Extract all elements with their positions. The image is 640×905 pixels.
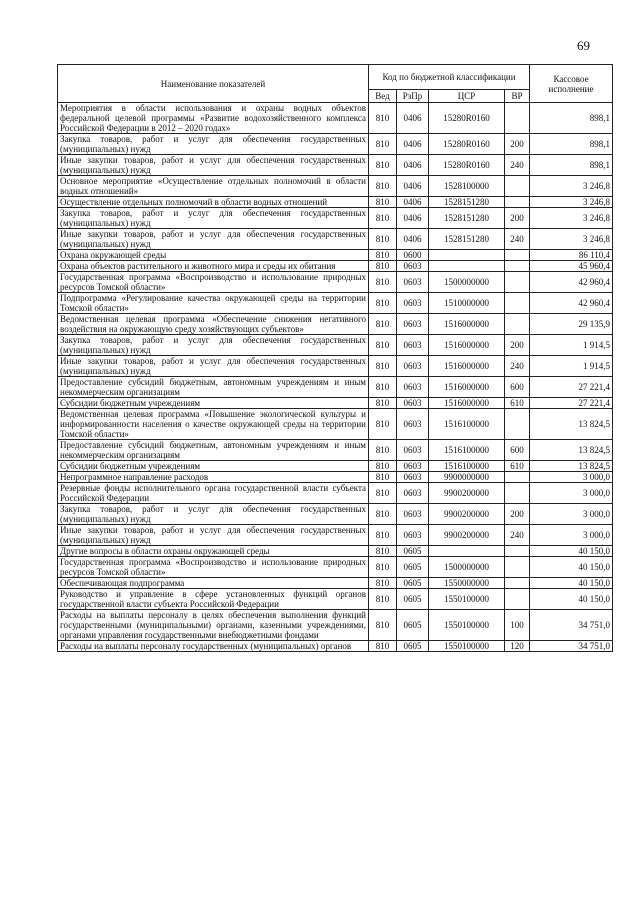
row-rzpr: 0605 <box>397 589 429 610</box>
row-name: Непрограммное направление расходов <box>58 472 369 483</box>
row-amount: 3 246,8 <box>530 176 613 197</box>
row-csr: 1528151280 <box>429 208 505 229</box>
row-vr: 200 <box>505 134 530 155</box>
row-ved: 810 <box>369 557 397 578</box>
row-vr <box>505 546 530 557</box>
row-name: Осуществление отдельных полномочий в области водных отношений <box>58 197 369 208</box>
row-vr <box>505 578 530 589</box>
row-csr: 1510000000 <box>429 293 505 314</box>
row-amount: 27 221,4 <box>530 377 613 398</box>
row-vr: 200 <box>505 208 530 229</box>
table-row <box>58 261 613 272</box>
row-csr: 1516100000 <box>429 409 505 440</box>
row-vr: 610 <box>505 398 530 409</box>
row-amount: 45 960,4 <box>530 261 613 272</box>
row-csr: 1516000000 <box>429 314 505 335</box>
row-name: Подпрограмма «Регулирование качества окружающей среды на территории Томской области» <box>58 293 369 314</box>
row-name: Ведомственная целевая программа «Повышение экологической культуры и информированности населения о качестве окружающей среды на территории Томской области» <box>58 409 369 440</box>
row-name: Предоставление субсидий бюджетным, автономным учреждениям и иным некоммерческим организациям <box>58 377 369 398</box>
table-row <box>58 377 613 398</box>
row-vr: 200 <box>505 335 530 356</box>
row-csr: 9900000000 <box>429 472 505 483</box>
row-vr: 600 <box>505 377 530 398</box>
table-row <box>58 229 613 250</box>
row-csr: 1516000000 <box>429 377 505 398</box>
row-vr: 240 <box>505 229 530 250</box>
row-name: Основное мероприятие «Осуществление отдельных полномочий в области водных отношений» <box>58 176 369 197</box>
table-row <box>58 483 613 504</box>
row-rzpr: 0603 <box>397 461 429 472</box>
row-rzpr: 0605 <box>397 641 429 652</box>
row-name: Иные закупки товаров, работ и услуг для обеспечения государственных (муниципальных) нужд <box>58 356 369 377</box>
row-csr: 9900200000 <box>429 525 505 546</box>
table-row <box>58 103 613 134</box>
row-rzpr: 0603 <box>397 483 429 504</box>
row-vr <box>505 472 530 483</box>
table-row <box>58 589 613 610</box>
row-ved: 810 <box>369 377 397 398</box>
row-vr: 100 <box>505 610 530 641</box>
row-csr: 15280R0160 <box>429 134 505 155</box>
row-amount: 42 960,4 <box>530 272 613 293</box>
row-ved: 810 <box>369 546 397 557</box>
row-vr <box>505 314 530 335</box>
row-csr: 9900200000 <box>429 483 505 504</box>
table-row <box>58 272 613 293</box>
row-rzpr: 0603 <box>397 293 429 314</box>
row-vr <box>505 103 530 134</box>
row-vr: 200 <box>505 504 530 525</box>
row-name: Субсидии бюджетным учреждениям <box>58 461 369 472</box>
row-name: Мероприятия в области использования и охраны водных объектов федеральной целевой программы «Развитие водохозяйственного комплекса Российской Федерации в 2012 – 2020 годах» <box>58 103 369 134</box>
row-name: Расходы на выплаты персоналу государственных (муниципальных) органов <box>58 641 369 652</box>
row-vr <box>505 409 530 440</box>
header-csr: ЦСР <box>429 90 505 103</box>
header-code-group: Код по бюджетной классификации <box>369 65 530 90</box>
row-ved: 810 <box>369 472 397 483</box>
row-rzpr: 0603 <box>397 377 429 398</box>
row-csr: 1500000000 <box>429 557 505 578</box>
row-ved: 810 <box>369 483 397 504</box>
row-vr: 610 <box>505 461 530 472</box>
row-csr: 9900200000 <box>429 504 505 525</box>
row-amount: 13 824,5 <box>530 440 613 461</box>
row-csr <box>429 261 505 272</box>
table-row <box>58 557 613 578</box>
row-csr: 1516000000 <box>429 335 505 356</box>
table-row <box>58 578 613 589</box>
row-csr: 1528100000 <box>429 176 505 197</box>
row-vr: 600 <box>505 440 530 461</box>
row-ved: 810 <box>369 250 397 261</box>
row-ved: 810 <box>369 504 397 525</box>
row-rzpr: 0406 <box>397 155 429 176</box>
header-rzpr: РзПр <box>397 90 429 103</box>
row-name: Резервные фонды исполнительного органа государственной власти субъекта Российской Федерации <box>58 483 369 504</box>
row-vr <box>505 176 530 197</box>
table-row <box>58 208 613 229</box>
row-rzpr: 0406 <box>397 134 429 155</box>
row-csr: 1550100000 <box>429 641 505 652</box>
row-amount: 3 000,0 <box>530 525 613 546</box>
row-name: Государственная программа «Воспроизводство и использование природных ресурсов Томской области» <box>58 557 369 578</box>
table-row <box>58 641 613 652</box>
table-row <box>58 546 613 557</box>
row-ved: 810 <box>369 208 397 229</box>
row-ved: 810 <box>369 229 397 250</box>
row-csr <box>429 250 505 261</box>
row-ved: 810 <box>369 103 397 134</box>
row-ved: 810 <box>369 461 397 472</box>
row-name: Расходы на выплаты персоналу в целях обеспечения выполнения функций государственными (муниципальными) органами, казенными учреждениями, органами управления государственными внебюджетными фондами <box>58 610 369 641</box>
row-rzpr: 0406 <box>397 176 429 197</box>
table-row <box>58 409 613 440</box>
row-amount: 3 000,0 <box>530 472 613 483</box>
row-vr <box>505 197 530 208</box>
row-name: Охрана объектов растительного и животного мира и среды их обитания <box>58 261 369 272</box>
header-ved: Вед <box>369 90 397 103</box>
row-vr <box>505 250 530 261</box>
budget-table <box>57 64 613 652</box>
row-vr <box>505 261 530 272</box>
row-ved: 810 <box>369 641 397 652</box>
row-name: Закупка товаров, работ и услуг для обеспечения государственных (муниципальных) нужд <box>58 134 369 155</box>
table-row <box>58 472 613 483</box>
table-row <box>58 134 613 155</box>
table-row <box>58 314 613 335</box>
table-row <box>58 293 613 314</box>
row-amount: 1 914,5 <box>530 356 613 377</box>
row-ved: 810 <box>369 610 397 641</box>
row-name: Предоставление субсидий бюджетным, автономным учреждениям и иным некоммерческим организациям <box>58 440 369 461</box>
row-csr: 1550100000 <box>429 589 505 610</box>
row-amount: 3 246,8 <box>530 208 613 229</box>
row-rzpr: 0605 <box>397 578 429 589</box>
row-rzpr: 0603 <box>397 261 429 272</box>
row-amount: 898,1 <box>530 134 613 155</box>
row-name: Другие вопросы в области охраны окружающей среды <box>58 546 369 557</box>
row-amount: 898,1 <box>530 155 613 176</box>
row-rzpr: 0605 <box>397 546 429 557</box>
row-amount: 3 246,8 <box>530 197 613 208</box>
row-csr: 1528151280 <box>429 229 505 250</box>
row-ved: 810 <box>369 134 397 155</box>
row-rzpr: 0600 <box>397 250 429 261</box>
row-vr <box>505 557 530 578</box>
row-rzpr: 0605 <box>397 610 429 641</box>
row-amount: 27 221,4 <box>530 398 613 409</box>
row-amount: 898,1 <box>530 103 613 134</box>
table-row <box>58 155 613 176</box>
row-rzpr: 0603 <box>397 472 429 483</box>
row-amount: 40 150,0 <box>530 557 613 578</box>
row-rzpr: 0603 <box>397 398 429 409</box>
row-csr: 1516000000 <box>429 356 505 377</box>
table-row <box>58 176 613 197</box>
table-row <box>58 356 613 377</box>
row-amount: 34 751,0 <box>530 641 613 652</box>
row-name: Закупка товаров, работ и услуг для обеспечения государственных (муниципальных) нужд <box>58 504 369 525</box>
row-amount: 40 150,0 <box>530 578 613 589</box>
row-amount: 42 960,4 <box>530 293 613 314</box>
row-amount: 40 150,0 <box>530 589 613 610</box>
header-vr: ВР <box>505 90 530 103</box>
row-rzpr: 0603 <box>397 272 429 293</box>
table-row <box>58 440 613 461</box>
row-amount: 29 135,9 <box>530 314 613 335</box>
row-name: Государственная программа «Воспроизводство и использование природных ресурсов Томской области» <box>58 272 369 293</box>
row-amount: 13 824,5 <box>530 461 613 472</box>
table-row <box>58 504 613 525</box>
row-ved: 810 <box>369 335 397 356</box>
row-vr <box>505 272 530 293</box>
row-ved: 810 <box>369 578 397 589</box>
row-name: Субсидии бюджетным учреждениям <box>58 398 369 409</box>
row-ved: 810 <box>369 155 397 176</box>
row-name: Иные закупки товаров, работ и услуг для обеспечения государственных (муниципальных) нужд <box>58 525 369 546</box>
row-vr: 240 <box>505 525 530 546</box>
row-ved: 810 <box>369 440 397 461</box>
row-ved: 810 <box>369 398 397 409</box>
row-ved: 810 <box>369 409 397 440</box>
row-amount: 3 246,8 <box>530 229 613 250</box>
row-vr <box>505 589 530 610</box>
row-rzpr: 0603 <box>397 409 429 440</box>
row-csr: 15280R0160 <box>429 155 505 176</box>
table-row <box>58 461 613 472</box>
row-vr: 240 <box>505 155 530 176</box>
row-csr: 1550100000 <box>429 610 505 641</box>
row-rzpr: 0406 <box>397 103 429 134</box>
row-csr: 15280R0160 <box>429 103 505 134</box>
row-amount: 86 110,4 <box>530 250 613 261</box>
table-row <box>58 525 613 546</box>
row-amount: 3 000,0 <box>530 483 613 504</box>
row-csr: 1500000000 <box>429 272 505 293</box>
row-ved: 810 <box>369 589 397 610</box>
row-name: Иные закупки товаров, работ и услуг для обеспечения государственных (муниципальных) нужд <box>58 155 369 176</box>
row-rzpr: 0603 <box>397 504 429 525</box>
row-ved: 810 <box>369 261 397 272</box>
row-name: Охрана окружающей среды <box>58 250 369 261</box>
header-amount: Кассовое исполнение <box>530 65 613 103</box>
row-name: Закупка товаров, работ и услуг для обеспечения государственных (муниципальных) нужд <box>58 208 369 229</box>
row-name: Закупка товаров, работ и услуг для обеспечения государственных (муниципальных) нужд <box>58 335 369 356</box>
row-csr: 1516000000 <box>429 398 505 409</box>
row-amount: 34 751,0 <box>530 610 613 641</box>
row-rzpr: 0603 <box>397 335 429 356</box>
table-row <box>58 197 613 208</box>
row-amount: 13 824,5 <box>530 409 613 440</box>
row-amount: 1 914,5 <box>530 335 613 356</box>
row-ved: 810 <box>369 176 397 197</box>
row-ved: 810 <box>369 272 397 293</box>
row-amount: 40 150,0 <box>530 546 613 557</box>
row-rzpr: 0603 <box>397 525 429 546</box>
row-ved: 810 <box>369 525 397 546</box>
header-name: Наименование показателей <box>58 65 369 103</box>
row-rzpr: 0603 <box>397 440 429 461</box>
page-number: 69 <box>577 38 590 53</box>
row-csr: 1516100000 <box>429 461 505 472</box>
row-rzpr: 0605 <box>397 557 429 578</box>
row-csr: 1516100000 <box>429 440 505 461</box>
row-name: Обеспечивающая подпрограмма <box>58 578 369 589</box>
row-name: Иные закупки товаров, работ и услуг для обеспечения государственных (муниципальных) нужд <box>58 229 369 250</box>
row-csr: 1550000000 <box>429 578 505 589</box>
row-ved: 810 <box>369 197 397 208</box>
row-rzpr: 0406 <box>397 197 429 208</box>
row-rzpr: 0406 <box>397 229 429 250</box>
row-ved: 810 <box>369 356 397 377</box>
row-name: Ведомственная целевая программа «Обеспечение снижения негативного воздействия на окружающую среду хозяйствующих субъектов» <box>58 314 369 335</box>
row-ved: 810 <box>369 314 397 335</box>
row-rzpr: 0603 <box>397 356 429 377</box>
row-vr: 120 <box>505 641 530 652</box>
table-row <box>58 335 613 356</box>
table-row <box>58 250 613 261</box>
table-row <box>58 610 613 641</box>
row-vr: 240 <box>505 356 530 377</box>
row-vr <box>505 293 530 314</box>
row-amount: 3 000,0 <box>530 504 613 525</box>
row-vr <box>505 483 530 504</box>
row-csr: 1528151280 <box>429 197 505 208</box>
table-row <box>58 398 613 409</box>
row-csr <box>429 546 505 557</box>
row-name: Руководство и управление в сфере установленных функций органов государственной власти субъекта Российской Федерации <box>58 589 369 610</box>
row-ved: 810 <box>369 293 397 314</box>
row-rzpr: 0406 <box>397 208 429 229</box>
row-rzpr: 0603 <box>397 314 429 335</box>
